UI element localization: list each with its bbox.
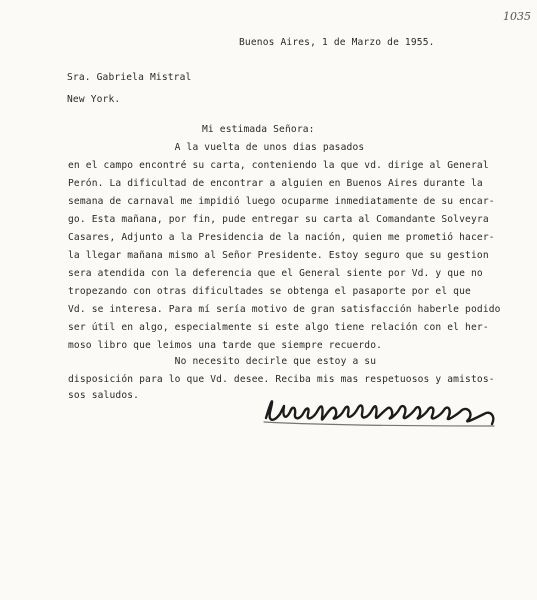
letter-body-line: sos saludos. bbox=[68, 390, 140, 401]
handwritten-signature bbox=[262, 388, 502, 430]
letter-body-line: A la vuelta de unos dias pasados bbox=[68, 142, 365, 153]
letter-body-line: ser útil en algo, especialmente si este algo tiene relación con el her- bbox=[68, 322, 489, 333]
letter-body-line: en el campo encontré su carta, conteniendo la que vd. dirige al General bbox=[68, 160, 489, 171]
salutation: Mi estimada Señora: bbox=[202, 124, 315, 135]
letter-body-line: Vd. se interesa. Para mí sería motivo de gran satisfacción haberle podido bbox=[68, 304, 501, 315]
letter-body-line: Casares, Adjunto a la Presidencia de la nación, quien me prometió hacer- bbox=[68, 232, 495, 243]
letter-body-line: tropezando con otras dificultades se obtenga el pasaporte por el que bbox=[68, 286, 471, 297]
letter-body-line: semana de carnaval me impidió luego ocuparme inmediatamente de su encar- bbox=[68, 196, 495, 207]
letter-body-line: la llegar mañana mismo al Señor Presidente. Estoy seguro que su gestion bbox=[68, 250, 489, 261]
recipient-name: Sra. Gabriela Mistral bbox=[67, 72, 192, 83]
archive-number: 1035 bbox=[503, 10, 531, 23]
letter-body-line: Perón. La dificultad de encontrar a alguien en Buenos Aires durante la bbox=[68, 178, 483, 189]
letter-body-line: disposición para lo que Vd. desee. Reciba mis mas respetuosos y amistos- bbox=[68, 374, 495, 385]
letter-body-line: go. Esta mañana, por fin, pude entregar su carta al Comandante Solveyra bbox=[68, 214, 489, 225]
letter-date: Buenos Aires, 1 de Marzo de 1955. bbox=[239, 37, 435, 48]
letter-body-line: sera atendida con la deferencia que el General siente por Vd. y que no bbox=[68, 268, 483, 279]
recipient-city: New York. bbox=[67, 94, 121, 105]
letter-body-line: moso libro que leimos una tarde que siempre recuerdo. bbox=[68, 340, 383, 351]
letter-body-line: No necesito decirle que estoy a su bbox=[68, 356, 377, 367]
